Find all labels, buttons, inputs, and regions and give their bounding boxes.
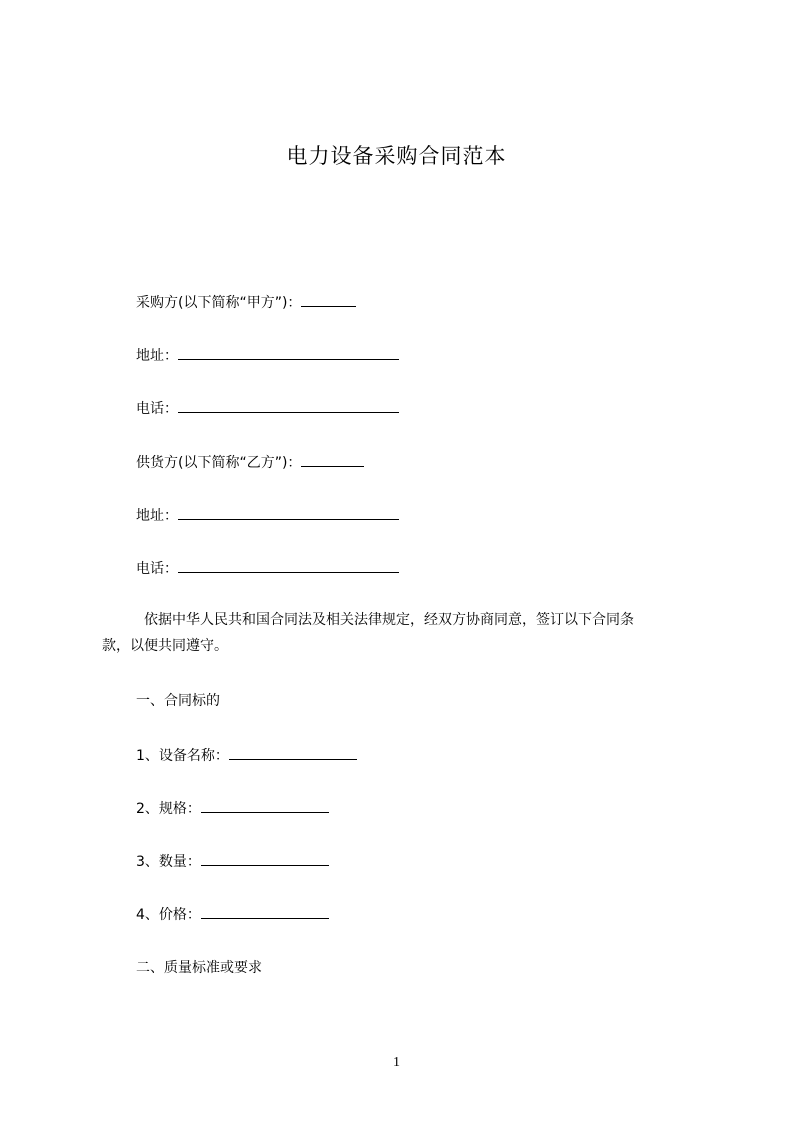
supplier-phone-blank[interactable] — [178, 558, 399, 573]
buyer-phone-line — [136, 398, 399, 419]
item1-label: 1、设备名称： — [136, 748, 229, 764]
item1-line — [136, 745, 357, 766]
supplier-label: 供货方(以下简称“乙方”)： — [136, 455, 302, 471]
section2-heading: 二、质量标准或要求 — [136, 960, 262, 976]
intro-line-1: 依据中华人民共和国合同法及相关法律规定，经双方协商同意，签订以下合同条 — [144, 612, 634, 628]
supplier-phone-label: 电话： — [136, 561, 178, 577]
supplier-line — [136, 452, 364, 473]
section1-heading: 一、合同标的 — [136, 693, 220, 709]
supplier-address-line — [136, 505, 399, 526]
item1-blank[interactable] — [229, 745, 357, 760]
item4-line — [136, 904, 329, 925]
item4-blank[interactable] — [201, 904, 329, 919]
buyer-blank[interactable] — [301, 292, 356, 307]
buyer-phone-label: 电话： — [136, 401, 178, 417]
supplier-address-blank[interactable] — [178, 505, 399, 520]
intro-paragraph — [102, 607, 712, 659]
item2-label: 2、规格： — [136, 801, 201, 817]
intro-line-2: 款，以便共同遵守。 — [102, 638, 228, 654]
item2-blank[interactable] — [201, 798, 329, 813]
buyer-address-blank[interactable] — [178, 345, 399, 360]
document-title: 电力设备采购合同范本 — [286, 144, 507, 168]
item3-blank[interactable] — [201, 851, 329, 866]
buyer-line — [136, 292, 356, 313]
buyer-address-label: 地址： — [136, 348, 178, 364]
item2-line — [136, 798, 329, 819]
buyer-address-line — [136, 345, 399, 366]
supplier-phone-line — [136, 558, 399, 579]
buyer-label: 采购方(以下简称“甲方”)： — [136, 295, 302, 311]
item3-line — [136, 851, 329, 872]
item4-label: 4、价格： — [136, 907, 201, 923]
item3-label: 3、数量： — [136, 854, 201, 870]
buyer-phone-blank[interactable] — [178, 398, 399, 413]
page-number: 1 — [393, 1055, 400, 1070]
supplier-blank[interactable] — [301, 452, 364, 467]
supplier-address-label: 地址： — [136, 508, 178, 524]
